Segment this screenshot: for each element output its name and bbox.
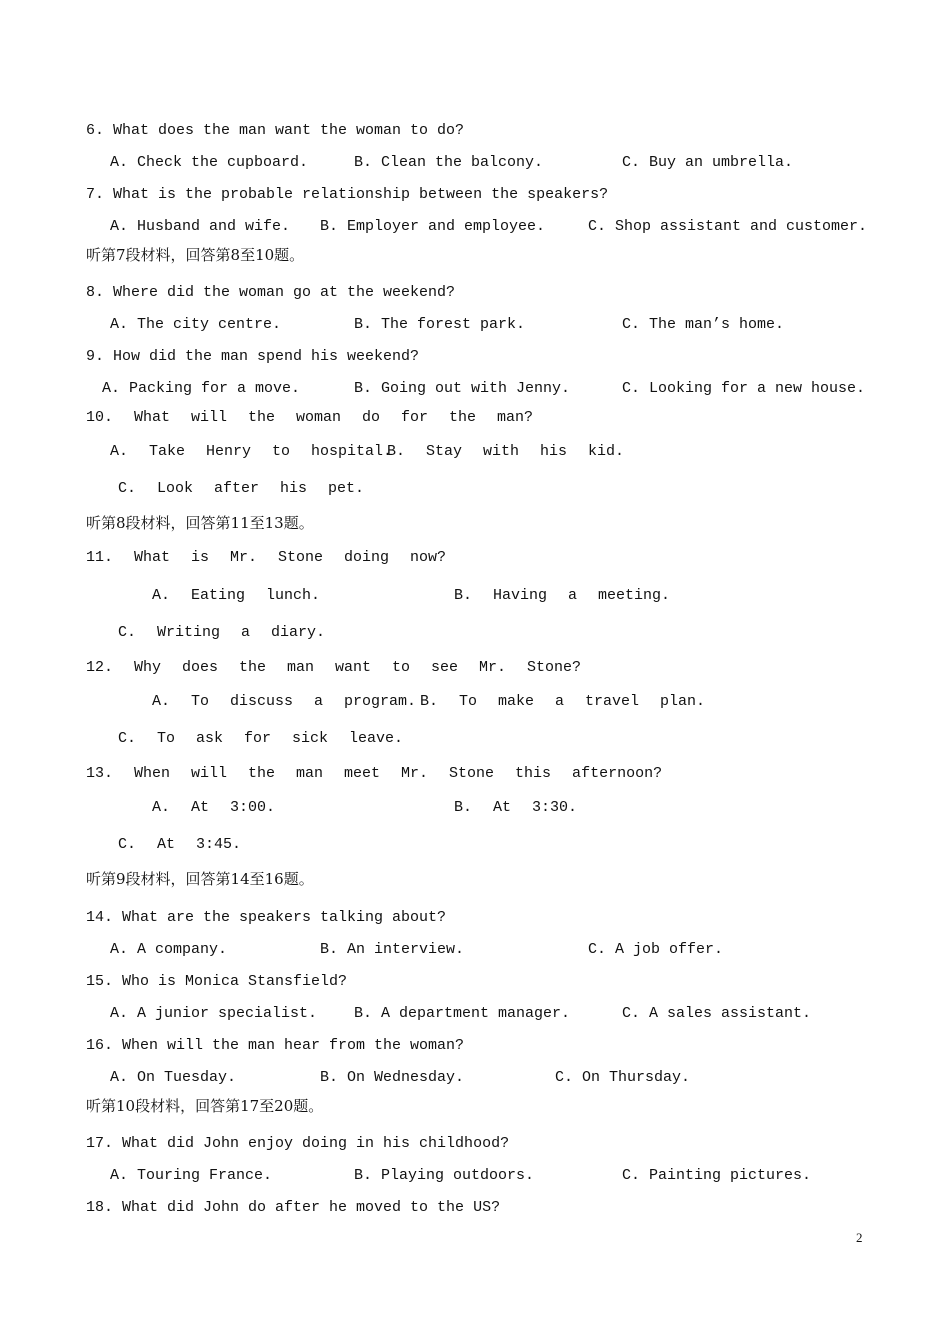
question-12: 12. Why does the man want to see Mr. Stone? [86, 659, 582, 676]
option-13b: B. At 3:30. [454, 799, 578, 816]
option-17c: C. Painting pictures. [622, 1167, 812, 1184]
option-17b: B. Playing outdoors. [354, 1167, 535, 1184]
section-heading-7: 听第7段材料，回答第8至10题。 [86, 246, 305, 264]
option-12c: C. To ask for sick leave. [118, 730, 404, 747]
option-9b: B. Going out with Jenny. [354, 380, 571, 397]
question-15: 15. Who is Monica Stansfield? [86, 973, 348, 990]
option-16c: C. On Thursday. [555, 1069, 691, 1086]
question-6: 6. What does the man want the woman to do? [86, 122, 465, 139]
option-12a: A. To discuss a program. [152, 693, 417, 710]
option-7a: A. Husband and wife. [110, 218, 291, 235]
page-number: 2 [856, 1230, 863, 1245]
option-6c: C. Buy an umbrella. [622, 154, 794, 171]
question-17: 17. What did John enjoy doing in his childhood? [86, 1135, 510, 1152]
section-heading-9: 听第9段材料，回答第14至16题。 [86, 870, 314, 888]
option-16b: B. On Wednesday. [320, 1069, 465, 1086]
option-11a: A. Eating lunch. [152, 587, 321, 604]
option-6a: A. Check the cupboard. [110, 154, 309, 171]
question-14: 14. What are the speakers talking about? [86, 909, 447, 926]
option-11c: C. Writing a diary. [118, 624, 326, 641]
option-11b: B. Having a meeting. [454, 587, 671, 604]
option-14b: B. An interview. [320, 941, 465, 958]
question-10: 10. What will the woman do for the man? [86, 409, 534, 426]
option-15c: C. A sales assistant. [622, 1005, 812, 1022]
option-17a: A. Touring France. [110, 1167, 273, 1184]
option-10a: A. Take Henry to hospital. [110, 443, 393, 460]
option-15b: B. A department manager. [354, 1005, 571, 1022]
option-9c: C. Looking for a new house. [622, 380, 866, 397]
question-11: 11. What is Mr. Stone doing now? [86, 549, 447, 566]
section-heading-10: 听第10段材料，回答第17至20题。 [86, 1097, 324, 1115]
option-13c: C. At 3:45. [118, 836, 242, 853]
option-15a: A. A junior specialist. [110, 1005, 318, 1022]
option-14c: C. A job offer. [588, 941, 724, 958]
question-7: 7. What is the probable relationship between the speakers? [86, 186, 609, 203]
option-7c: C. Shop assistant and customer. [588, 218, 868, 235]
option-10b: B. Stay with his kid. [387, 443, 625, 460]
option-16a: A. On Tuesday. [110, 1069, 237, 1086]
option-7b: B. Employer and employee. [320, 218, 546, 235]
option-10c: C. Look after his pet. [118, 480, 365, 497]
section-heading-8: 听第8段材料，回答第11至13题。 [86, 514, 314, 532]
option-9a: A. Packing for a move. [102, 380, 301, 397]
option-8c: C. The man’s home. [622, 316, 785, 333]
question-13: 13. When will the man meet Mr. Stone this afternoon? [86, 765, 663, 782]
option-12b: B. To make a travel plan. [420, 693, 706, 710]
option-8b: B. The forest park. [354, 316, 526, 333]
question-16: 16. When will the man hear from the woman? [86, 1037, 465, 1054]
option-8a: A. The city centre. [110, 316, 282, 333]
option-13a: A. At 3:00. [152, 799, 276, 816]
option-6b: B. Clean the balcony. [354, 154, 544, 171]
question-8: 8. Where did the woman go at the weekend? [86, 284, 456, 301]
option-14a: A. A company. [110, 941, 228, 958]
question-9: 9. How did the man spend his weekend? [86, 348, 420, 365]
question-18: 18. What did John do after he moved to the US? [86, 1199, 501, 1216]
